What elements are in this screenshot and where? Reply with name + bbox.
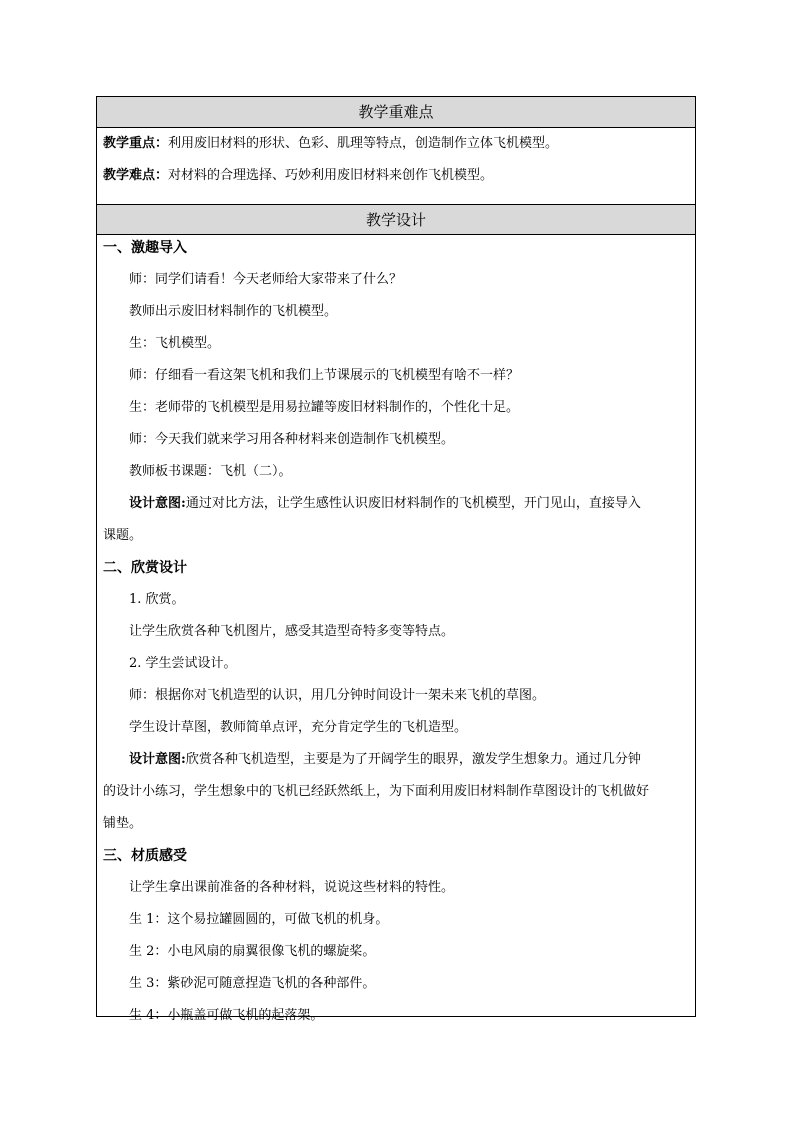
dialogue-line: 生 2：小电风扇的扇翼很像飞机的螺旋桨。 xyxy=(129,944,376,959)
dialogue-line: 教师板书课题：飞机（二）。 xyxy=(129,464,292,479)
section-header-teaching-design xyxy=(97,204,695,234)
dialogue-line: 生 3：紫砂泥可随意捏造飞机的各种部件。 xyxy=(129,976,376,991)
dialogue-line: 师：今天我们就来学习用各种材料来创造制作飞机模型。 xyxy=(129,432,455,447)
key-points-cell xyxy=(97,127,695,204)
teaching-difficulty xyxy=(97,168,695,200)
design-intent-continued: 铺垫。 xyxy=(103,816,143,831)
part-heading: 一、激趣导入 xyxy=(103,240,187,256)
teaching-focus-label: 教学重点： xyxy=(103,136,169,151)
teaching-focus-text: 利用废旧材料的形状、色彩、肌理等特点，创造制作立体飞机模型。 xyxy=(168,136,559,151)
teaching-difficulty-text: 对材料的合理选择、巧妙利用废旧材料来创作飞机模型。 xyxy=(168,168,494,183)
section-header-key-points xyxy=(97,97,695,127)
part-heading: 三、材质感受 xyxy=(103,848,187,864)
teaching-difficulty-label: 教学难点： xyxy=(103,168,169,183)
dialogue-line: 师：根据你对飞机造型的认识，用几分钟时间设计一架未来飞机的草图。 xyxy=(129,688,546,703)
part-heading: 二、欣赏设计 xyxy=(103,560,187,576)
lesson-plan-table xyxy=(96,96,696,1023)
dialogue-line: 学生设计草图，教师简单点评，充分肯定学生的飞机造型。 xyxy=(129,720,468,735)
teaching-focus xyxy=(97,136,695,168)
dialogue-line: 生 4：小瓶盖可做飞机的起落架。 xyxy=(129,1008,324,1023)
dialogue-line: 让学生拿出课前准备的各种材料，说说这些材料的特性。 xyxy=(129,880,455,895)
design-intent-continued: 的设计小练习，学生想象中的飞机已经跃然纸上，为下面利用废旧材料制作草图设计的飞机做好 xyxy=(103,784,650,799)
dialogue-line: 2. 学生尝试设计。 xyxy=(129,656,237,671)
design-intent-text: 欣赏各种飞机造型，主要是为了开阔学生的眼界，激发学生想象力。通过几分钟 xyxy=(185,752,641,767)
design-intent-label: 设计意图: xyxy=(129,752,186,767)
dialogue-line: 教师出示废旧材料制作的飞机模型。 xyxy=(129,304,338,319)
dialogue-line: 生：飞机模型。 xyxy=(129,336,221,351)
dialogue-line: 让学生欣赏各种飞机图片，感受其造型奇特多变等特点。 xyxy=(129,624,455,639)
section-title: 教学设计 xyxy=(365,211,426,229)
teaching-design-cell xyxy=(97,234,695,1023)
design-intent-continued: 课题。 xyxy=(103,528,143,543)
design-intent-label: 设计意图: xyxy=(129,496,186,511)
dialogue-line: 师：仔细看一看这架飞机和我们上节课展示的飞机模型有啥不一样？ xyxy=(129,368,520,383)
design-intent xyxy=(97,752,695,784)
dialogue-line: 师：同学们请看！今天老师给大家带来了什么？ xyxy=(129,272,403,287)
dialogue-line: 1. 欣赏。 xyxy=(129,592,185,607)
dialogue-line: 生：老师带的飞机模型是用易拉罐等废旧材料制作的，个性化十足。 xyxy=(129,400,520,415)
design-intent xyxy=(97,496,695,528)
design-intent-text: 通过对比方法，让学生感性认识废旧材料制作的飞机模型，开门见山，直接导入 xyxy=(185,496,641,511)
section-title: 教学重难点 xyxy=(358,103,434,121)
dialogue-line: 生 1：这个易拉罐圆圆的，可做飞机的机身。 xyxy=(129,912,389,927)
